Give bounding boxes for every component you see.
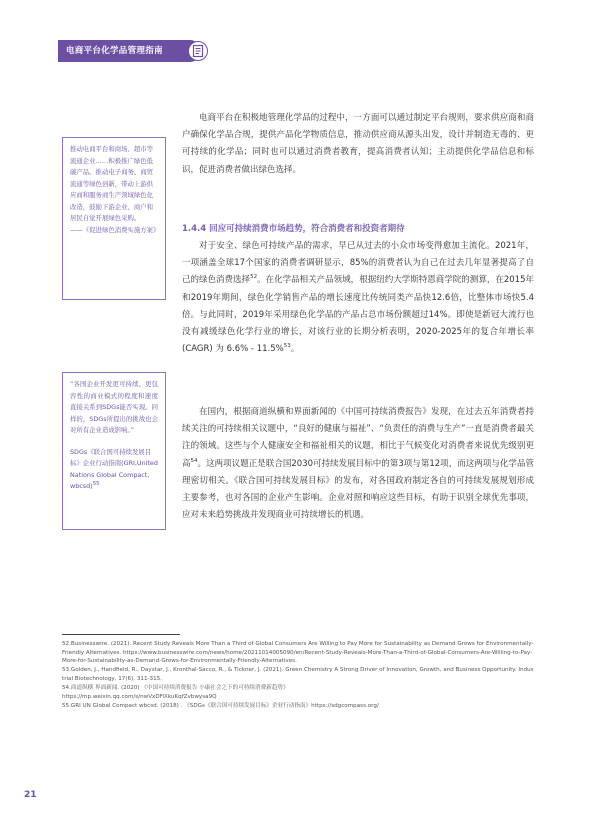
page-number: 21 <box>24 790 37 800</box>
footnote-item: 53.Golden, J., Handfield, R., Daystar, J., Kronthal-Sacco, R., & Tickner, J. (2021). Green Chemistry A Strong Driver of Innovation, Growth, and Business Opportunity. Industrial Biotechnology, 17(6), 311-315. <box>62 667 534 682</box>
footnote-ref: 54 <box>190 457 198 464</box>
sidebar-quote-text: 推动电商平台和商场、超市等流通企业……积极推广绿色低碳产品。推动电子商务、商贸流通等绿色创新，带动上游供应商和服务商生产领域绿色化改造，鼓励下游企业、商户和居民自觉开展绿色采购。 <box>70 145 154 222</box>
footnote-item: https://mp.weixin.qq.com/s/nwVxDFiXkuKqfZvbwysa9Q <box>62 694 217 701</box>
footnote-ref: 55 <box>92 480 100 487</box>
footnote-item: 54.商道纵横 界面新闻. (2020) 《中国可持续消费报告 小康社会之下的可持续消费新趋势》 <box>62 684 289 691</box>
body-paragraph-2: 对于安全、绿色可持续产品的需求，早已从过去的小众市场变得愈加主流化。2021年，一项涵盖全球17个国家的消费者调研显示，85%的消费者认为自己在过去几年显著提高了自己的绿色消费选择$^{52}$。在化学品相关产品领域，根据纽约大学斯特恩商学院的测算，在2015年和2019年期间，绿色化学销售产品的增长速度比传统同类产品快12.6倍，比整体市场快5.4倍。与此同时，2019年采用绿色化学品的产品占总市场份额超过14%。即使是新冠大流行也没有减缓绿色化学行业的增长，对该行业的长期分析表明，2020-2025年的复合年增长率 (CAGR) 为 6.6% - 11.5%$^{53}$。 <box>182 241 534 355</box>
footnote-item: 55.GRI UN Global Compact wbcsd. (2018) . 《SDGs《联合国可持续发展目标》企业行动指南》https://sdgcompass.org/ <box>62 703 379 710</box>
body-paragraph-3: 在国内，根据商道纵横和界面新闻的《中国可持续消费报告》发现，在过去五年消费者持续关注的可持续相关议题中，“良好的健康与福祉”、“负责任的消费与生产”一直是消费者最关注的领域。这些与个人健康安全和福祉相关的议题，相比于气候变化对消费者来说优先级别更高$^{54}$。这两项议题正是联合国2030可持续发展目标中的第3项与第12项，而这两项与化学品管理密切相关。《联合国可持续发展目标》的发布，对各国政府制定各自的可持续发展规划形成主要参考，也对各国的企业产生影响。企业对照和响应这些目标，有助于识别全球优先事项，应对未来趋势挑战并发现商业可持续增长的机遇。 <box>182 407 534 521</box>
footnote-divider <box>62 634 180 635</box>
sidebar-quote-text: “各国企业开发更可持续、更包容性的商业模式的程度和速度直接关系到SDGs能否实现。同样的，SDGs所提出的挑战也会对所有企业造成影响。” <box>70 380 158 434</box>
section-heading: 1.4.4 回应可持续消费市场趋势，符合消费者和投资者期待 <box>182 224 405 234</box>
sidebar-quote-source: SDGs《联合国可持续发展目标》企业行动指南(GRI,United Nations Global Compact, wbcsd)$^{55}$ <box>70 447 158 490</box>
sidebar-quote-source: ——《促进绿色消费实施方案》 <box>70 225 160 234</box>
section-header-tab <box>58 40 201 62</box>
footnote-item: 52.Businesswire. (2021). Recent Study Reveals More Than a Third of Global Consumers Are Willing to Pay More for Sustainability as Demand Grows for Environmentally-Friendly Alternatives. https://www.businesswire.com/news/home/20211014005090/en/Recent-Study-Reveals-More-Than-a-Third-of-Global-Consumers-Are-Willing-to-Pay-More-for-Sustainability-as-Demand-Grows-for-Environmentally-Friendly-Alternatives. <box>62 641 534 665</box>
footnote-ref: 53 <box>283 343 291 350</box>
document-list-icon <box>188 41 208 61</box>
footnote-ref: 52 <box>250 274 258 281</box>
section-header-title: 电商平台化学品管理指南 <box>66 46 163 56</box>
footnotes <box>62 640 534 711</box>
body-paragraph-1: 电商平台在积极地管理化学品的过程中，一方面可以通过制定平台规则，要求供应商和商户确保化学品合规，提供产品化学物质信息，推动供应商从源头出发，设计并制造无毒的、更可持续的化学品；同时也可以通过消费者教育，提高消费者认知；主动提供化学品信息和标识，促进消费者做出绿色选择。 <box>182 113 534 175</box>
sidebar-quote-box-policy <box>62 137 166 300</box>
sidebar-quote-box-sdgs <box>62 372 166 530</box>
